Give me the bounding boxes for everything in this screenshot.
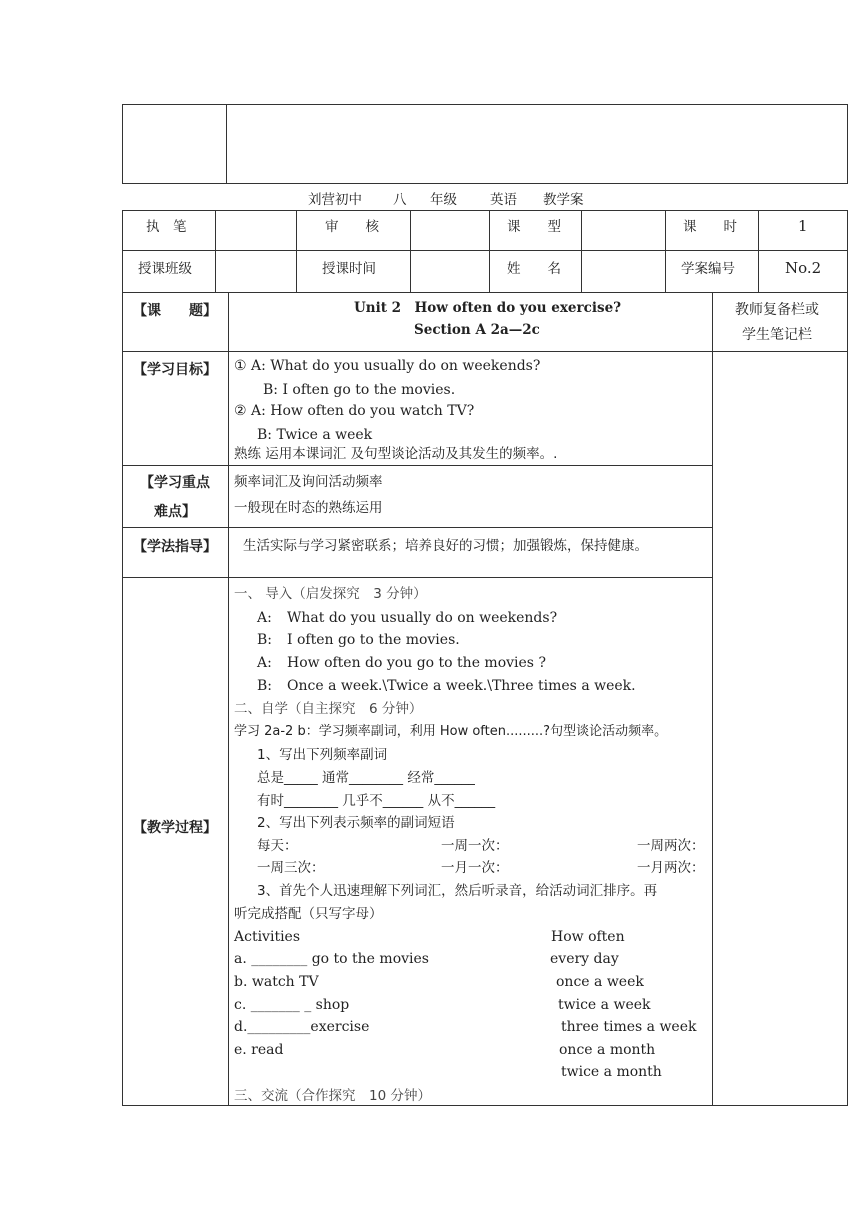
dialogue-speaker-3: A: [257,655,272,671]
section-2-title: 二、自学（自主探究 6 分钟） [234,701,423,717]
lesson-type-label: 课 型 [507,219,561,235]
topic-title: Unit 2 How often do you exercise? [354,300,622,316]
question-1-row-1: 总是_____ 通常________ 经常______ [257,770,475,786]
info-col-divider-5 [581,210,582,293]
author-label: 执 笔 [146,219,187,235]
objective-line-1: ① A: What do you usually do on weekends? [234,358,541,374]
topic-row-divider [122,351,848,352]
frequency-item: twice a month [561,1064,662,1080]
frequency-item: once a month [559,1042,656,1058]
frequency-item: twice a week [558,997,651,1013]
document-type: 教学案 [543,192,584,208]
activities-header: Activities [234,929,301,945]
plan-number-value: No.2 [785,259,822,277]
info-table [122,210,848,293]
info-col-divider-3 [410,210,411,293]
period-label: 课 时 [683,219,737,235]
activity-item: d._________exercise [234,1019,370,1035]
class-label: 授课班级 [138,261,192,277]
question-2-r1c1: 每天： [257,838,298,854]
question-2-r2c2: 一月一次： [441,860,509,876]
notes-column-header-line1: 教师复备栏或 [735,302,819,318]
top-header-divider [226,104,227,184]
frequency-item: three times a week [561,1019,697,1035]
objective-line-5: 熟练 运用本课词汇 及句型谈论活动及其发生的频率。. [234,446,558,462]
notes-column-header-line2: 学生笔记栏 [742,327,812,343]
objectives-label: 【学习目标】 [133,362,217,378]
dialogue-speaker-2: B: [257,632,273,648]
question-2-r2c3: 一月两次： [637,860,705,876]
lesson-time-label: 授课时间 [322,261,376,277]
subject-name: 英语 [490,192,517,208]
question-1-title: 1、写出下列频率副词 [257,747,388,763]
method-text: 生活实际与学习紧密联系；培养良好的习惯；加强锻炼，保持健康。 [243,538,648,554]
activity-item: b. watch TV [234,974,319,990]
section-3-title: 三、交流（合作探究 10 分钟） [234,1088,431,1104]
info-table-row-divider [122,250,848,251]
how-often-header: How often [551,929,625,945]
objectives-row-divider [122,465,712,466]
main-notes-column-divider [712,293,713,1106]
key-points-label-line1: 【学习重点 [140,475,210,491]
key-point-2: 一般现在时态的熟练运用 [234,500,383,516]
key-points-row-divider [122,527,712,528]
objective-line-3: ② A: How often do you watch TV? [234,403,475,419]
dialogue-text-3: How often do you go to the movies ? [287,655,546,671]
activity-item: e. read [234,1042,284,1058]
topic-label: 【课 题】 [133,303,217,319]
info-col-divider-6 [665,210,666,293]
dialogue-text-4: Once a week.\Twice a week.\Three times a week. [287,678,636,694]
question-2-title: 2、写出下列表示频率的副词短语 [257,815,455,831]
topic-section: Section A 2a—2c [414,322,540,338]
info-col-divider-2 [296,210,297,293]
info-col-divider-4 [489,210,490,293]
question-3-line-1: 3、首先个人迅速理解下列词汇，然后听录音，给活动词汇排序。再 [257,883,658,899]
dialogue-text-2: I often go to the movies. [287,632,460,648]
key-point-1: 频率词汇及询问活动频率 [234,474,383,490]
objective-line-4: B: Twice a week [257,427,373,443]
frequency-item: once a week [556,974,644,990]
question-2-r1c3: 一周两次： [637,838,705,854]
main-label-column-divider [228,293,229,1106]
process-label: 【教学过程】 [133,820,217,836]
grade-number: 八 [393,192,407,208]
question-2-r1c2: 一周一次： [441,838,509,854]
question-3-line-2: 听完成搭配（只写字母） [234,906,383,922]
section-2-intro: 学习 2a-2 b：学习频率副词，利用 How often.........?句型谈论活动频率。 [234,724,668,739]
grade-unit: 年级 [430,192,457,208]
dialogue-speaker-1: A: [257,610,272,626]
method-label: 【学法指导】 [133,539,217,555]
section-1-title: 一、 导入（启发探究 3 分钟） [234,586,427,602]
main-content-table [122,293,848,1106]
activity-item: a. ________ go to the movies [234,951,429,967]
dialogue-text-1: What do you usually do on weekends? [287,610,558,626]
plan-number-label: 学案编号 [681,261,735,277]
method-row-divider [122,577,712,578]
activity-item: c. _______ _ shop [234,997,350,1013]
student-name-label: 姓 名 [507,261,561,277]
dialogue-speaker-4: B: [257,678,273,694]
key-points-label-line2: 难点】 [154,504,196,520]
info-col-divider-1 [215,210,216,293]
reviewer-label: 审 核 [325,219,379,235]
period-value: 1 [798,217,808,235]
question-2-r2c1: 一周三次： [257,860,325,876]
objective-line-2: B: I often go to the movies. [263,382,456,398]
frequency-item: every day [550,951,619,967]
top-header-box [122,104,848,184]
question-1-row-2: 有时________ 几乎不______ 从不______ [257,793,496,809]
school-name: 刘营初中 [308,192,362,208]
info-col-divider-7 [758,210,759,293]
